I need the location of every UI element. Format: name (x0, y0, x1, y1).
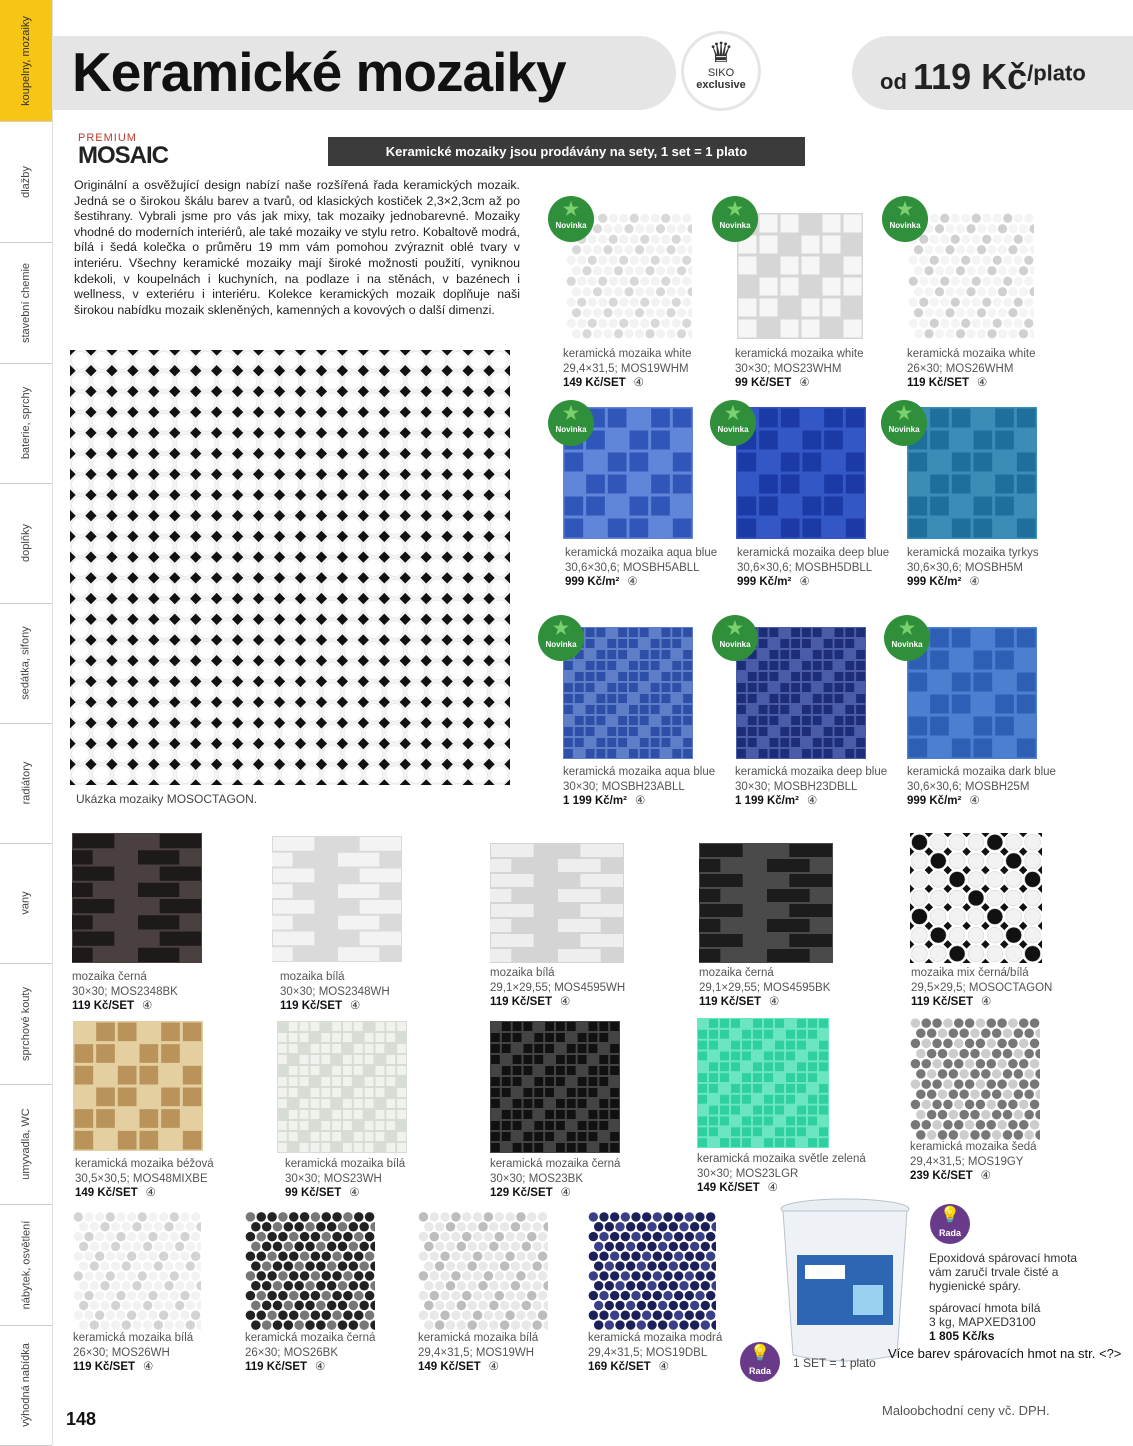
side-tab-9[interactable]: umyvadla, WC (0, 1084, 52, 1205)
sample-caption: Ukázka mozaiky MOSOCTAGON. (76, 792, 258, 806)
side-tab-7[interactable]: vany (0, 843, 52, 964)
product-price: 119 Kč/SET (911, 996, 974, 1008)
more-grout-link[interactable]: Více barev spárovacích hmot na str. <?> (888, 1346, 1122, 1361)
product-image-19 (73, 1212, 201, 1330)
product-info (73, 1331, 193, 1375)
product-info (910, 1140, 1037, 1184)
product-spec: 30×30; MOS23BK (490, 1172, 584, 1185)
pieces-icon: ④ (349, 1187, 360, 1199)
pieces-icon: ④ (981, 996, 992, 1008)
page-number: 148 (66, 1409, 97, 1429)
product-name: keramická mozaika modrá (588, 1332, 723, 1344)
pieces-icon: ④ (769, 996, 780, 1008)
product-spec: 30×30; MOSBH23DBLL (735, 780, 858, 793)
product-price: 129 Kč/SET (490, 1187, 553, 1199)
product-info (280, 970, 390, 1014)
product-price: 119 Kč/SET (280, 1000, 343, 1012)
product-price: 999 Kč/m² (565, 576, 620, 588)
pieces-icon: ④ (633, 377, 644, 389)
star-icon: ★ (898, 618, 916, 638)
product-name: keramická mozaika světle zelená (697, 1153, 866, 1165)
side-navigation (0, 0, 53, 1445)
product-info (735, 347, 863, 391)
product-price: 149 Kč/SET (697, 1182, 760, 1194)
product-name: mozaika bílá (280, 971, 345, 983)
product-image-16 (490, 1021, 620, 1153)
novinka-badge: ★ Novinka (548, 400, 594, 446)
product-price: 999 Kč/m² (907, 576, 962, 588)
grout-info: spárovací hmota bílá 3 kg, MAPXED3100 1 805 Kč/ks (929, 1301, 1041, 1343)
pieces-icon: ④ (143, 1361, 154, 1373)
side-tab-3[interactable]: baterie, sprchy (0, 363, 52, 484)
product-price: 99 Kč/SET (735, 377, 792, 389)
star-icon: ★ (724, 403, 742, 423)
price-note: Maloobchodní ceny vč. DPH. (882, 1403, 1050, 1418)
product-spec: 30×30; MOS23LGR (697, 1167, 799, 1180)
novinka-badge: ★ Novinka (884, 615, 930, 661)
pieces-icon: ④ (658, 1361, 669, 1373)
novinka-badge: ★ Novinka (538, 615, 584, 661)
product-spec: 30×30; MOS2348WH (280, 985, 390, 998)
product-name: keramická mozaika aqua blue (565, 547, 718, 559)
star-icon: ★ (562, 199, 580, 219)
product-image-17 (697, 1018, 829, 1148)
product-info (697, 1152, 866, 1196)
product-spec: 30,6×30,6; MOSBH25M (907, 780, 1030, 793)
product-name: keramická mozaika černá (245, 1332, 376, 1344)
pieces-icon: ④ (315, 1361, 326, 1373)
novinka-badge: ★ Novinka (548, 196, 594, 242)
product-image-2 (908, 213, 1034, 339)
side-tab-2[interactable]: stavební chemie (0, 242, 52, 364)
pieces-icon: ④ (980, 1170, 991, 1182)
side-tab-1[interactable]: dlažby (0, 121, 52, 243)
product-spec: 30,5×30,5; MOS48MIXBE (75, 1172, 208, 1185)
product-price: 119 Kč/SET (907, 377, 970, 389)
product-info (490, 1157, 620, 1201)
pieces-icon: ④ (799, 377, 810, 389)
product-name: keramická mozaika tyrkys (907, 547, 1039, 559)
product-price: 119 Kč/SET (699, 996, 762, 1008)
pieces-icon: ④ (627, 576, 638, 588)
product-spec: 30,6×30,6; MOSBH5DBLL (737, 561, 873, 574)
product-image-18 (910, 1018, 1040, 1140)
star-icon: ★ (895, 403, 913, 423)
product-spec: 29,4×31,5; MOS19WH (418, 1346, 535, 1359)
grout-bucket-image (775, 1195, 915, 1365)
product-name: mozaika mix černá/bílá (911, 967, 1029, 979)
pieces-icon: ④ (969, 795, 980, 807)
star-icon: ★ (896, 199, 914, 219)
product-info (418, 1331, 538, 1375)
side-tab-4[interactable]: doplňky (0, 483, 52, 604)
product-price: 1 199 Kč/m² (563, 795, 627, 807)
product-name: keramická mozaika dark blue (907, 766, 1056, 778)
novinka-badge: ★ Novinka (710, 400, 756, 446)
pieces-icon: ④ (560, 996, 571, 1008)
intro-text: Originální a osvěžující design nabízí naše rozšířená řada keramických mozaik. Jedná se o širokou škálu barev a tvarů, od klasických kostiček 2,3×2,3cm až po šestihrany. Vybrali jsme pro vás jak mixy, tak mozaiky jednobarevné. Mozaiky vhodné do moderních interiérů, ale také mozaiky ve stylu retro. Kobaltově modrá, bílá i šedá kolečka o průměru 19 mm vám pomohou zvýraznit oblé tvary v interiéru. Všechny keramické mozaiky mají široké možnosti použití, vyniknou kdekoli, v koupelnách i kuchyních, na podlaze i na stěnách, v bazénech i wellness, v exteriéru i interiéru. Kolekce keramických mozaik doplňuje naši širokou nabídku mozaik skleněných, kamenných a kovových o další dimenzi. (74, 178, 520, 317)
product-image-13 (910, 833, 1042, 963)
product-name: keramická mozaika deep blue (737, 547, 890, 559)
brand-logo-mosaic: MOSAIC (78, 142, 168, 169)
product-image-11 (490, 843, 624, 963)
product-image-21 (418, 1212, 548, 1330)
star-icon: ★ (552, 618, 570, 638)
tip-badge: 💡 Rada (930, 1204, 970, 1244)
product-info (588, 1331, 722, 1375)
product-price: 999 Kč/m² (737, 576, 792, 588)
product-spec: 29,5×29,5; MOSOCTAGON (911, 981, 1053, 994)
product-info (565, 546, 717, 590)
price-from: od 119 $Kč^{/plato}$ (880, 56, 1086, 97)
product-name: mozaika černá (72, 971, 147, 983)
product-price: 119 Kč/SET (490, 996, 553, 1008)
product-info (563, 765, 715, 809)
star-icon: ★ (562, 403, 580, 423)
product-price: 119 Kč/SET (73, 1361, 136, 1373)
pieces-icon: ④ (806, 795, 818, 807)
pieces-icon: ④ (969, 576, 980, 588)
product-spec: 26×30; MOS26WHM (907, 362, 1014, 375)
product-name: mozaika bílá (490, 967, 555, 979)
product-spec: 29,4×31,5; MOS19GY (910, 1155, 1024, 1168)
side-tab-11[interactable]: výhodná nabídka (0, 1325, 52, 1446)
siko-exclusive-badge: ♛ SIKO exclusive (681, 31, 761, 111)
product-spec: 26×30; MOS26WH (73, 1346, 170, 1359)
tip-badge-2: 💡 Rada (740, 1342, 780, 1382)
product-info (490, 966, 625, 1010)
product-spec: 26×30; MOS26BK (245, 1346, 339, 1359)
product-info (735, 765, 887, 809)
product-name: keramická mozaika deep blue (735, 766, 888, 778)
product-image-12 (699, 843, 833, 963)
product-image-15 (277, 1021, 407, 1153)
product-image-9 (72, 833, 202, 963)
product-image-10 (272, 836, 402, 962)
product-name: keramická mozaika bílá (73, 1332, 194, 1344)
side-tab-6[interactable]: radiátory (0, 723, 52, 844)
product-image-20 (245, 1212, 375, 1330)
novinka-badge: ★ Novinka (712, 615, 758, 661)
pieces-icon: ④ (350, 1000, 361, 1012)
product-price: 239 Kč/SET (910, 1170, 973, 1182)
product-price: 1 199 Kč/m² (735, 795, 799, 807)
product-price: 119 Kč/SET (245, 1361, 308, 1373)
product-name: keramická mozaika aqua blue (563, 766, 716, 778)
crown-icon: ♛ (708, 37, 734, 68)
product-image-14 (73, 1021, 203, 1151)
pieces-icon: ④ (560, 1187, 571, 1199)
product-spec: 29,1×29,55; MOS4595BK (699, 981, 831, 994)
star-icon: ★ (726, 199, 744, 219)
product-name: keramická mozaika white (907, 348, 1036, 360)
lightbulb-icon: 💡 (940, 1207, 960, 1224)
product-info (907, 546, 1039, 590)
product-image-22 (588, 1212, 716, 1330)
pieces-icon: ④ (799, 576, 810, 588)
side-tab-8[interactable]: sprchové kouty (0, 963, 52, 1085)
product-info (75, 1157, 214, 1201)
side-tab-0[interactable]: koupelny, mozaiky (0, 0, 52, 122)
product-image-1 (737, 213, 863, 339)
product-name: keramická mozaika šedá (910, 1141, 1037, 1153)
novinka-badge: ★ Novinka (881, 400, 927, 446)
product-info (737, 546, 889, 590)
product-name: keramická mozaika bílá (285, 1158, 406, 1170)
product-spec: 30×30; MOSBH23ABLL (563, 780, 685, 793)
pieces-icon: ④ (145, 1187, 156, 1199)
grout-tip: Epoxidová spárovací hmota vám zaručí trvale čisté a hygienické spáry. (929, 1251, 1078, 1293)
pieces-icon: ④ (142, 1000, 153, 1012)
novinka-badge: ★ Novinka (882, 196, 928, 242)
novinka-badge: ★ Novinka (712, 196, 758, 242)
product-price: 999 Kč/m² (907, 795, 962, 807)
product-name: keramická mozaika bílá (418, 1332, 539, 1344)
pieces-icon: ④ (767, 1182, 778, 1194)
product-spec: 29,4×31,5; MOS19DBL (588, 1346, 708, 1359)
product-info (72, 970, 178, 1014)
pieces-icon: ④ (977, 377, 988, 389)
one-set-note: 1 SET = 1 plato (793, 1356, 876, 1370)
product-spec: 30×30; MOS2348BK (72, 985, 178, 998)
product-price: 149 Kč/SET (75, 1187, 138, 1199)
pieces-icon: ④ (634, 795, 646, 807)
product-spec: 30×30; MOS23WHM (735, 362, 842, 375)
product-name: keramická mozaika černá (490, 1158, 621, 1170)
product-name: keramická mozaika white (563, 348, 692, 360)
product-price: 149 Kč/SET (418, 1361, 481, 1373)
product-spec: 30,6×30,6; MOSBH5ABLL (565, 561, 700, 574)
product-info (699, 966, 830, 1010)
product-spec: 30,6×30,6; MOSBH5M (907, 561, 1024, 574)
side-tab-5[interactable]: sedátka, sifony (0, 603, 52, 724)
product-info (245, 1331, 375, 1375)
product-price: 169 Kč/SET (588, 1361, 651, 1373)
side-tab-10[interactable]: nábytek, osvětlení (0, 1204, 52, 1326)
product-info (907, 765, 1056, 809)
product-name: keramická mozaika white (735, 348, 864, 360)
product-info (285, 1157, 405, 1201)
product-info (563, 347, 691, 391)
set-notice: Keramické mozaiky jsou prodávány na sety, 1 set = 1 plato (328, 137, 805, 166)
product-name: keramická mozaika béžová (75, 1158, 214, 1170)
page-title: Keramické mozaiky (72, 41, 566, 103)
product-spec: 30×30; MOS23WH (285, 1172, 382, 1185)
product-name: mozaika černá (699, 967, 774, 979)
product-price: 99 Kč/SET (285, 1187, 342, 1199)
pieces-icon: ④ (488, 1361, 499, 1373)
product-spec: 29,4×31,5; MOS19WHM (563, 362, 689, 375)
product-info (911, 966, 1052, 1010)
product-price: 119 Kč/SET (72, 1000, 135, 1012)
brand-logo-premium: PREMIUM (78, 132, 137, 144)
star-icon: ★ (726, 618, 744, 638)
product-price: 149 Kč/SET (563, 377, 626, 389)
product-info (907, 347, 1035, 391)
octagon-mosaic-sample (70, 350, 510, 785)
lightbulb-icon: 💡 (750, 1345, 770, 1362)
product-spec: 29,1×29,55; MOS4595WH (490, 981, 626, 994)
